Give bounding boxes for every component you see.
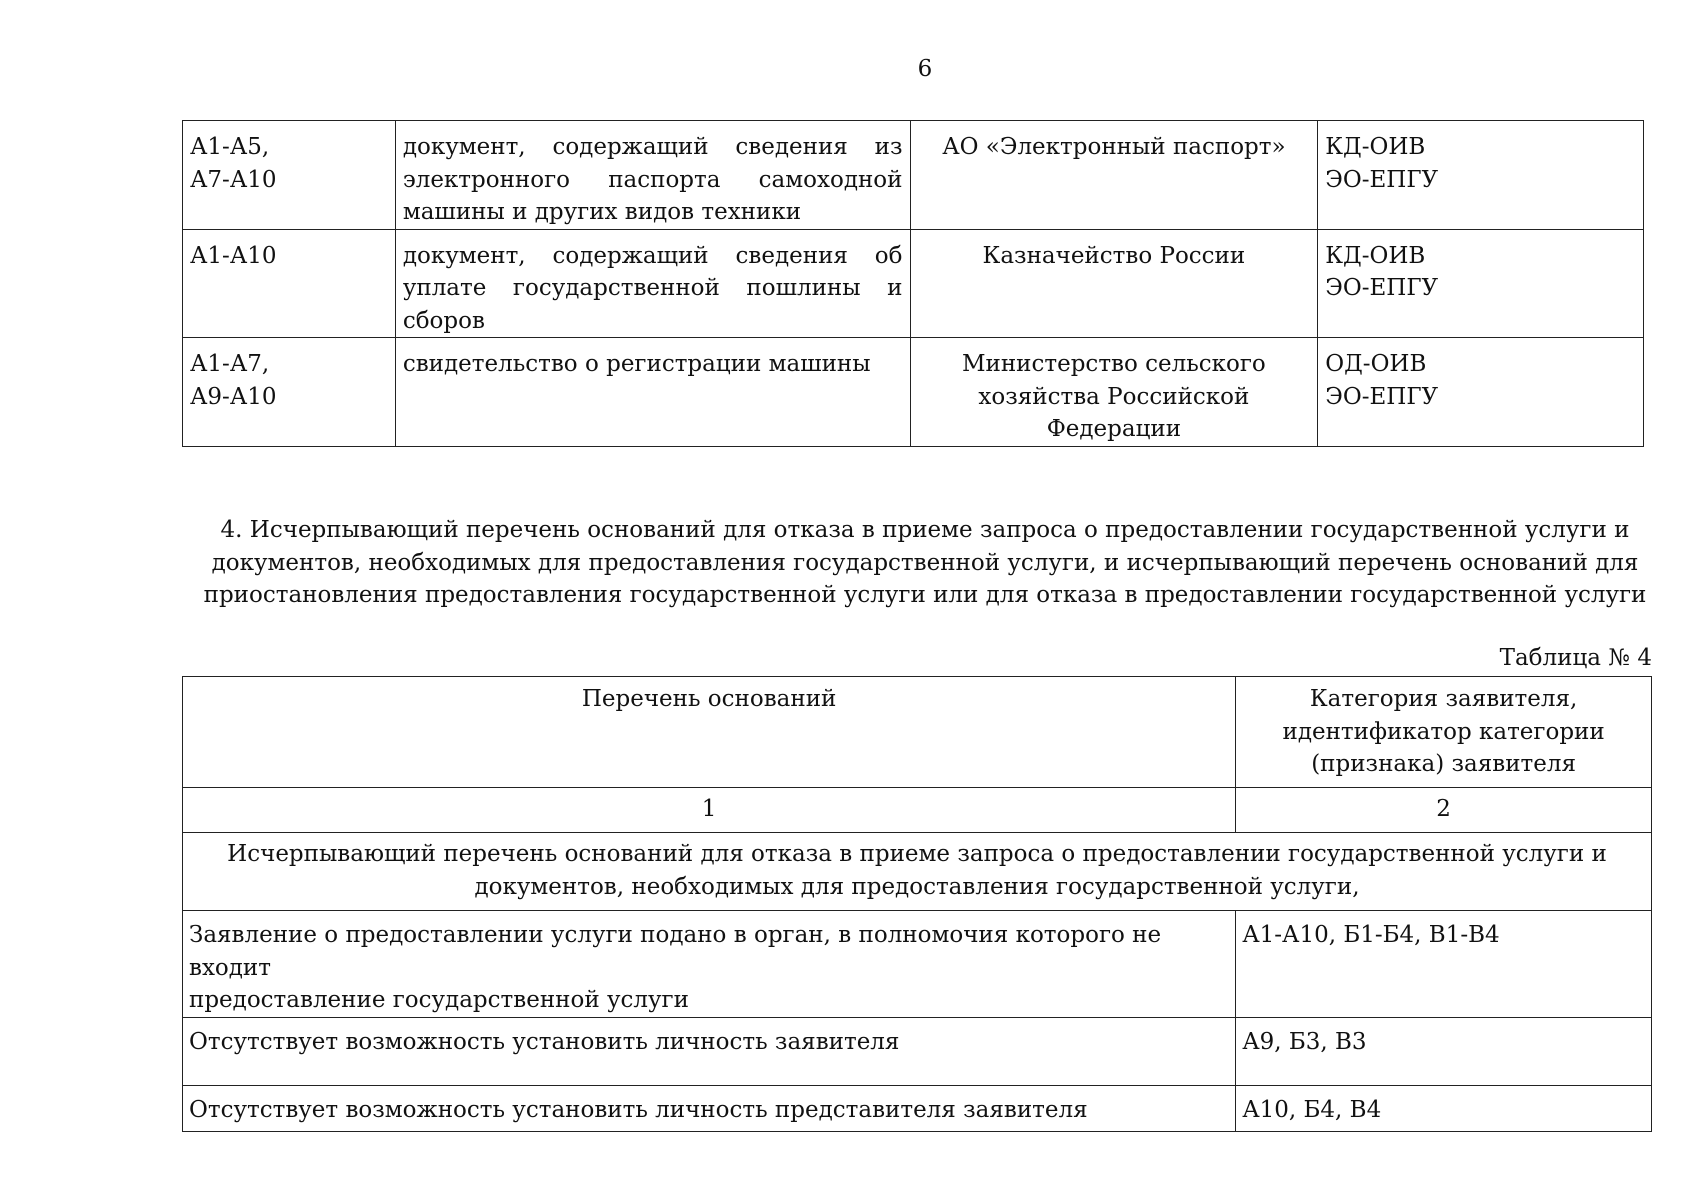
channel-codes-cell bbox=[1318, 229, 1644, 338]
cell-line: уплате государственной пошлины и bbox=[402, 275, 903, 301]
cell-line: ЭО-ЕПГУ bbox=[1325, 166, 1439, 193]
document-name-cell bbox=[395, 338, 910, 447]
header-line: идентификатор категории bbox=[1282, 718, 1605, 745]
cell-line: документ, содержащий сведения из bbox=[402, 134, 903, 160]
section-heading bbox=[200, 514, 1650, 612]
heading-line: приостановления предоставления государственной услуги или для отказа в предоставлении государственной услуги bbox=[203, 582, 1647, 608]
column-number-row bbox=[183, 788, 1652, 833]
table-row bbox=[183, 1085, 1652, 1131]
column-header-category bbox=[1236, 677, 1652, 788]
heading-line: 4. Исчерпывающий перечень оснований для отказа в приеме запроса о предоставлении государственной услуги и bbox=[220, 517, 1630, 543]
refusal-grounds-table bbox=[182, 676, 1652, 1132]
cell-line: Отсутствует возможность установить личность заявителя bbox=[189, 1028, 900, 1055]
channel-codes-cell bbox=[1318, 121, 1644, 230]
cell-line: ОД-ОИВ bbox=[1325, 351, 1427, 377]
table-caption: Таблица № 4 bbox=[1499, 645, 1652, 671]
applicant-codes-cell bbox=[183, 229, 396, 338]
cell-line: Федерации bbox=[1046, 416, 1182, 442]
cell-line: А7-А10 bbox=[190, 166, 277, 193]
cell-line: КД-ОИВ bbox=[1325, 242, 1426, 269]
table-row bbox=[183, 338, 1644, 447]
reason-cell bbox=[183, 1085, 1236, 1131]
heading-line: документов, необходимых для предоставления государственной услуги, и исчерпывающий перечень оснований для bbox=[211, 549, 1639, 576]
cell-line: электронного паспорта самоходной bbox=[402, 166, 903, 193]
applicant-codes-cell bbox=[183, 121, 396, 230]
cell-line: А1-А10 bbox=[190, 242, 277, 269]
channel-codes-cell bbox=[1318, 338, 1644, 447]
documents-table bbox=[182, 120, 1644, 447]
document-name-cell bbox=[395, 121, 910, 230]
column-header-grounds bbox=[183, 677, 1236, 788]
applicant-codes-cell bbox=[183, 338, 396, 447]
cell-line: Казначейство России bbox=[982, 242, 1246, 269]
table-row bbox=[183, 1017, 1652, 1085]
reason-cell bbox=[183, 911, 1236, 1018]
reason-cell bbox=[183, 1017, 1236, 1085]
page-number: 6 bbox=[917, 56, 933, 82]
category-cell: А9, Б3, В3 bbox=[1236, 1017, 1652, 1085]
cell-line: ЭО-ЕПГУ bbox=[1325, 275, 1439, 301]
column-number: 1 bbox=[183, 788, 1236, 833]
header-line: (признака) заявителя bbox=[1311, 751, 1577, 777]
header-line: Категория заявителя, bbox=[1309, 686, 1578, 712]
cell-line: Заявление о предоставлении услуги подано в орган, в полномочия которого не входит bbox=[189, 922, 1162, 981]
cell-line: предоставление государственной услуги bbox=[189, 987, 689, 1013]
category-cell: А10, Б4, В4 bbox=[1236, 1085, 1652, 1131]
cell-line: АО «Электронный паспорт» bbox=[942, 134, 1286, 160]
table-row bbox=[183, 911, 1652, 1018]
cell-line: А1-А5, bbox=[190, 134, 270, 160]
subheader-line: Исчерпывающий перечень оснований для отказа в приеме запроса о предоставлении государственной услуги и bbox=[227, 841, 1607, 867]
cell-line: А1-А7, bbox=[190, 351, 270, 377]
cell-line: КД-ОИВ bbox=[1325, 134, 1426, 160]
source-organization-cell bbox=[910, 338, 1318, 447]
table-row bbox=[183, 229, 1644, 338]
category-cell: А1-А10, Б1-Б4, В1-В4 bbox=[1236, 911, 1652, 1018]
cell-line: А9-А10 bbox=[190, 383, 277, 410]
header-line: Перечень оснований bbox=[581, 686, 837, 712]
cell-line: машины и других видов техники bbox=[402, 199, 802, 225]
cell-line: сборов bbox=[402, 307, 485, 334]
subheader-row bbox=[183, 833, 1652, 911]
cell-line: ЭО-ЕПГУ bbox=[1325, 383, 1439, 410]
cell-line: хозяйства Российской bbox=[978, 383, 1250, 410]
cell-line: свидетельство о регистрации машины bbox=[402, 351, 871, 377]
cell-line: Отсутствует возможность установить личность представителя заявителя bbox=[189, 1096, 1088, 1123]
cell-line: документ, содержащий сведения об bbox=[402, 242, 903, 269]
source-organization-cell bbox=[910, 121, 1318, 230]
subheader-line: документов, необходимых для предоставления государственной услуги, bbox=[474, 873, 1360, 900]
document-name-cell bbox=[395, 229, 910, 338]
table-row bbox=[183, 121, 1644, 230]
source-organization-cell bbox=[910, 229, 1318, 338]
table-header-row bbox=[183, 677, 1652, 788]
column-number: 2 bbox=[1236, 788, 1652, 833]
cell-line: Министерство сельского bbox=[961, 351, 1266, 377]
subheader-cell bbox=[183, 833, 1652, 911]
